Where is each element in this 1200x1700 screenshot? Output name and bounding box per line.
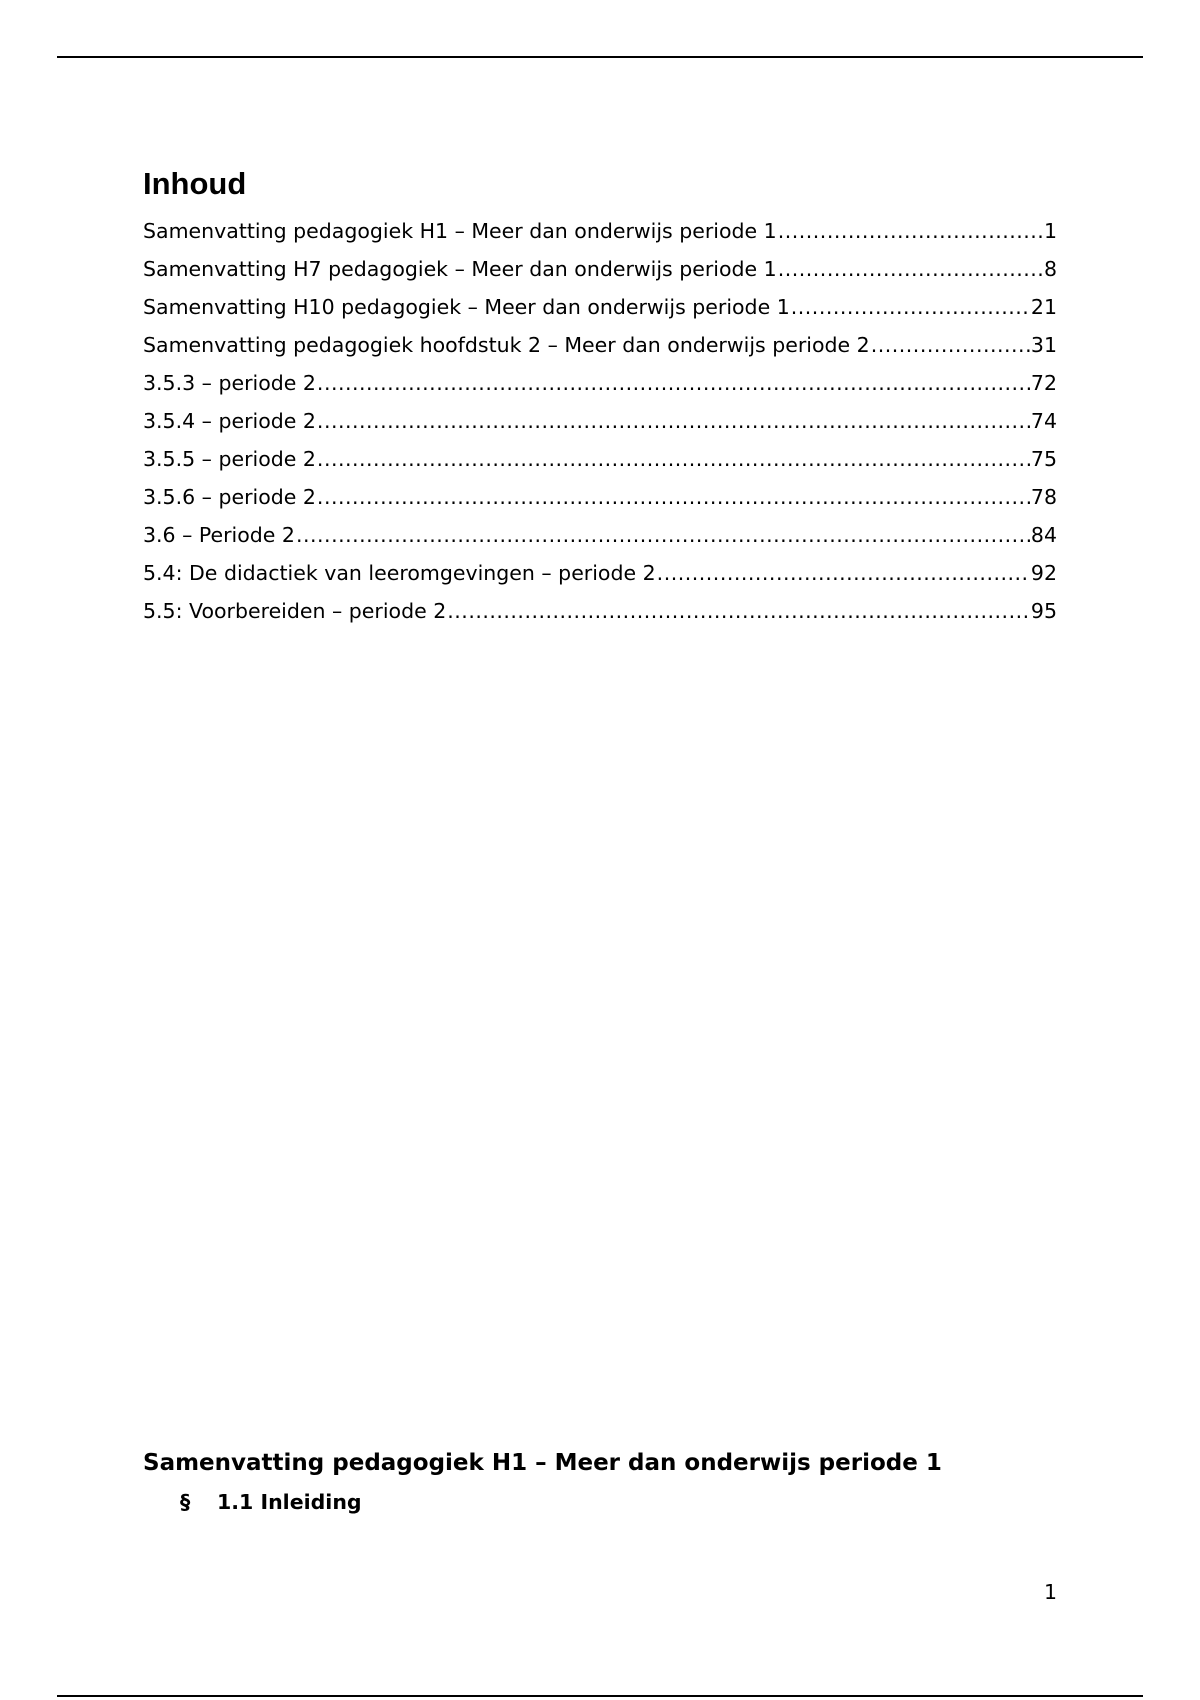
toc-entry-label: 3.5.6 – periode 2 — [143, 485, 316, 509]
toc-dot-leader — [778, 219, 1043, 243]
toc-entry-label: Samenvatting H10 pedagogiek – Meer dan onderwijs periode 1 — [143, 295, 790, 319]
toc-entry-label: Samenvatting pedagogiek H1 – Meer dan onderwijs periode 1 — [143, 219, 777, 243]
toc-entry-label: 5.4: De didactiek van leeromgevingen – periode 2 — [143, 561, 656, 585]
toc-entry-label: 3.5.5 – periode 2 — [143, 447, 316, 471]
toc-entry-page: 92 — [1030, 561, 1057, 585]
toc-entry-label: Samenvatting pedagogiek hoofdstuk 2 – Meer dan onderwijs periode 2 — [143, 333, 870, 357]
section-sign-bullet: § — [180, 1490, 191, 1514]
toc-dot-leader — [657, 561, 1030, 585]
section-heading: Samenvatting pedagogiek H1 – Meer dan onderwijs periode 1 — [143, 1450, 942, 1476]
toc-entry-label: 3.5.4 – periode 2 — [143, 409, 316, 433]
toc-entry[interactable] — [143, 295, 1057, 333]
subsection-title: 1.1 Inleiding — [217, 1490, 362, 1514]
toc-dot-leader — [317, 371, 1030, 395]
subsection-heading — [180, 1490, 362, 1514]
toc-entry[interactable] — [143, 333, 1057, 371]
toc-entry-label: 5.5: Voorbereiden – periode 2 — [143, 599, 447, 623]
toc-dot-leader — [447, 599, 1030, 623]
toc-entry[interactable] — [143, 257, 1057, 295]
toc-dot-leader — [317, 485, 1030, 509]
toc-dot-leader — [296, 523, 1030, 547]
table-of-contents — [143, 219, 1057, 637]
toc-entry[interactable] — [143, 371, 1057, 409]
toc-entry[interactable] — [143, 523, 1057, 561]
toc-title: Inhoud — [143, 166, 247, 201]
toc-entry-page: 21 — [1030, 295, 1057, 319]
header-rule — [57, 56, 1143, 58]
toc-entry-page: 74 — [1030, 409, 1057, 433]
toc-entry-page: 31 — [1030, 333, 1057, 357]
toc-entry-label: 3.6 – Periode 2 — [143, 523, 295, 547]
toc-dot-leader — [871, 333, 1030, 357]
toc-entry[interactable] — [143, 485, 1057, 523]
page-number: 1 — [1043, 1580, 1057, 1604]
toc-entry-page: 8 — [1043, 257, 1057, 281]
toc-entry-page: 1 — [1043, 219, 1057, 243]
toc-entry-page: 75 — [1030, 447, 1057, 471]
toc-entry-page: 84 — [1030, 523, 1057, 547]
toc-entry[interactable] — [143, 447, 1057, 485]
toc-dot-leader — [317, 447, 1030, 471]
toc-entry[interactable] — [143, 409, 1057, 447]
toc-entry-label: Samenvatting H7 pedagogiek – Meer dan onderwijs periode 1 — [143, 257, 777, 281]
footer-rule — [57, 1695, 1143, 1697]
toc-dot-leader — [778, 257, 1043, 281]
toc-entry-page: 72 — [1030, 371, 1057, 395]
toc-entry[interactable] — [143, 219, 1057, 257]
toc-dot-leader — [791, 295, 1030, 319]
toc-entry-page: 95 — [1030, 599, 1057, 623]
toc-entry[interactable] — [143, 561, 1057, 599]
toc-dot-leader — [317, 409, 1030, 433]
toc-entry[interactable] — [143, 599, 1057, 637]
toc-entry-page: 78 — [1030, 485, 1057, 509]
toc-entry-label: 3.5.3 – periode 2 — [143, 371, 316, 395]
